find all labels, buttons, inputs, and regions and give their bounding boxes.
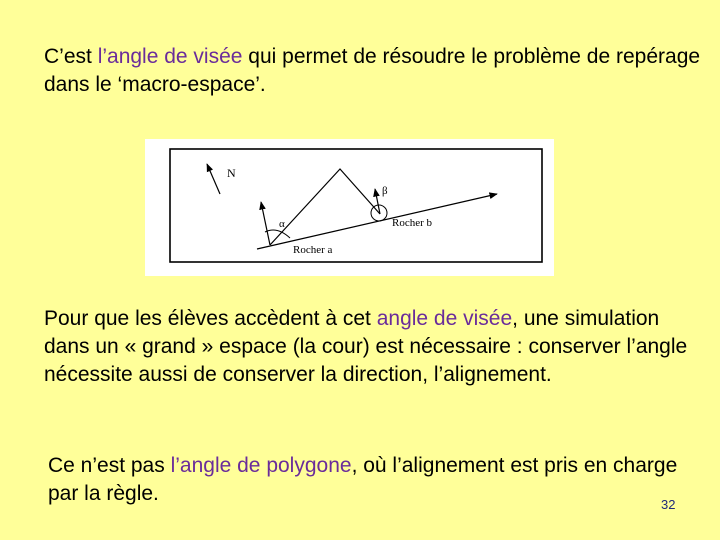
paragraph-simulation	[44, 305, 694, 389]
paragraph3-highlight: l’angle de polygone	[170, 454, 352, 477]
north-label: N	[227, 166, 236, 180]
paragraph2-text-before: Pour que les élèves accèdent à cet	[44, 307, 377, 330]
paragraph-angle-de-polygone	[48, 452, 698, 508]
paragraph1-highlight: l’angle de visée	[97, 45, 243, 68]
angle-diagram-svg	[145, 139, 554, 276]
alignment-line	[257, 194, 497, 249]
paragraph3-text-before: Ce n’est pas	[48, 454, 171, 477]
diagram-frame	[170, 149, 542, 262]
paragraph2-highlight: angle de visée	[376, 307, 513, 330]
angle-diagram	[145, 139, 554, 276]
alpha-label: α	[279, 218, 285, 230]
rock-a-label: Rocher a	[293, 244, 333, 256]
paragraph1-text-before: C’est	[44, 45, 98, 68]
paragraph1-text-after: qui permet de résoudre le problème de repérage dans le ‘macro-espace’.	[44, 45, 701, 96]
paragraph2-text-after: , une simulation dans un « grand » espace (la cour) est nécessaire : conserver l’angle nécessite aussi de conserver la direction, l’alignement.	[44, 307, 688, 386]
paragraph3-text-after: , où l’alignement est pris en charge par la règle.	[48, 454, 678, 505]
rock-b-label: Rocher b	[392, 217, 433, 229]
beta-label: β	[382, 185, 388, 197]
paragraph-angle-de-visee	[44, 43, 704, 99]
north-arrow	[207, 164, 220, 194]
alpha-direction-arrow	[261, 202, 270, 245]
page-number: 32	[661, 497, 676, 512]
beta-direction-arrow	[375, 189, 380, 214]
